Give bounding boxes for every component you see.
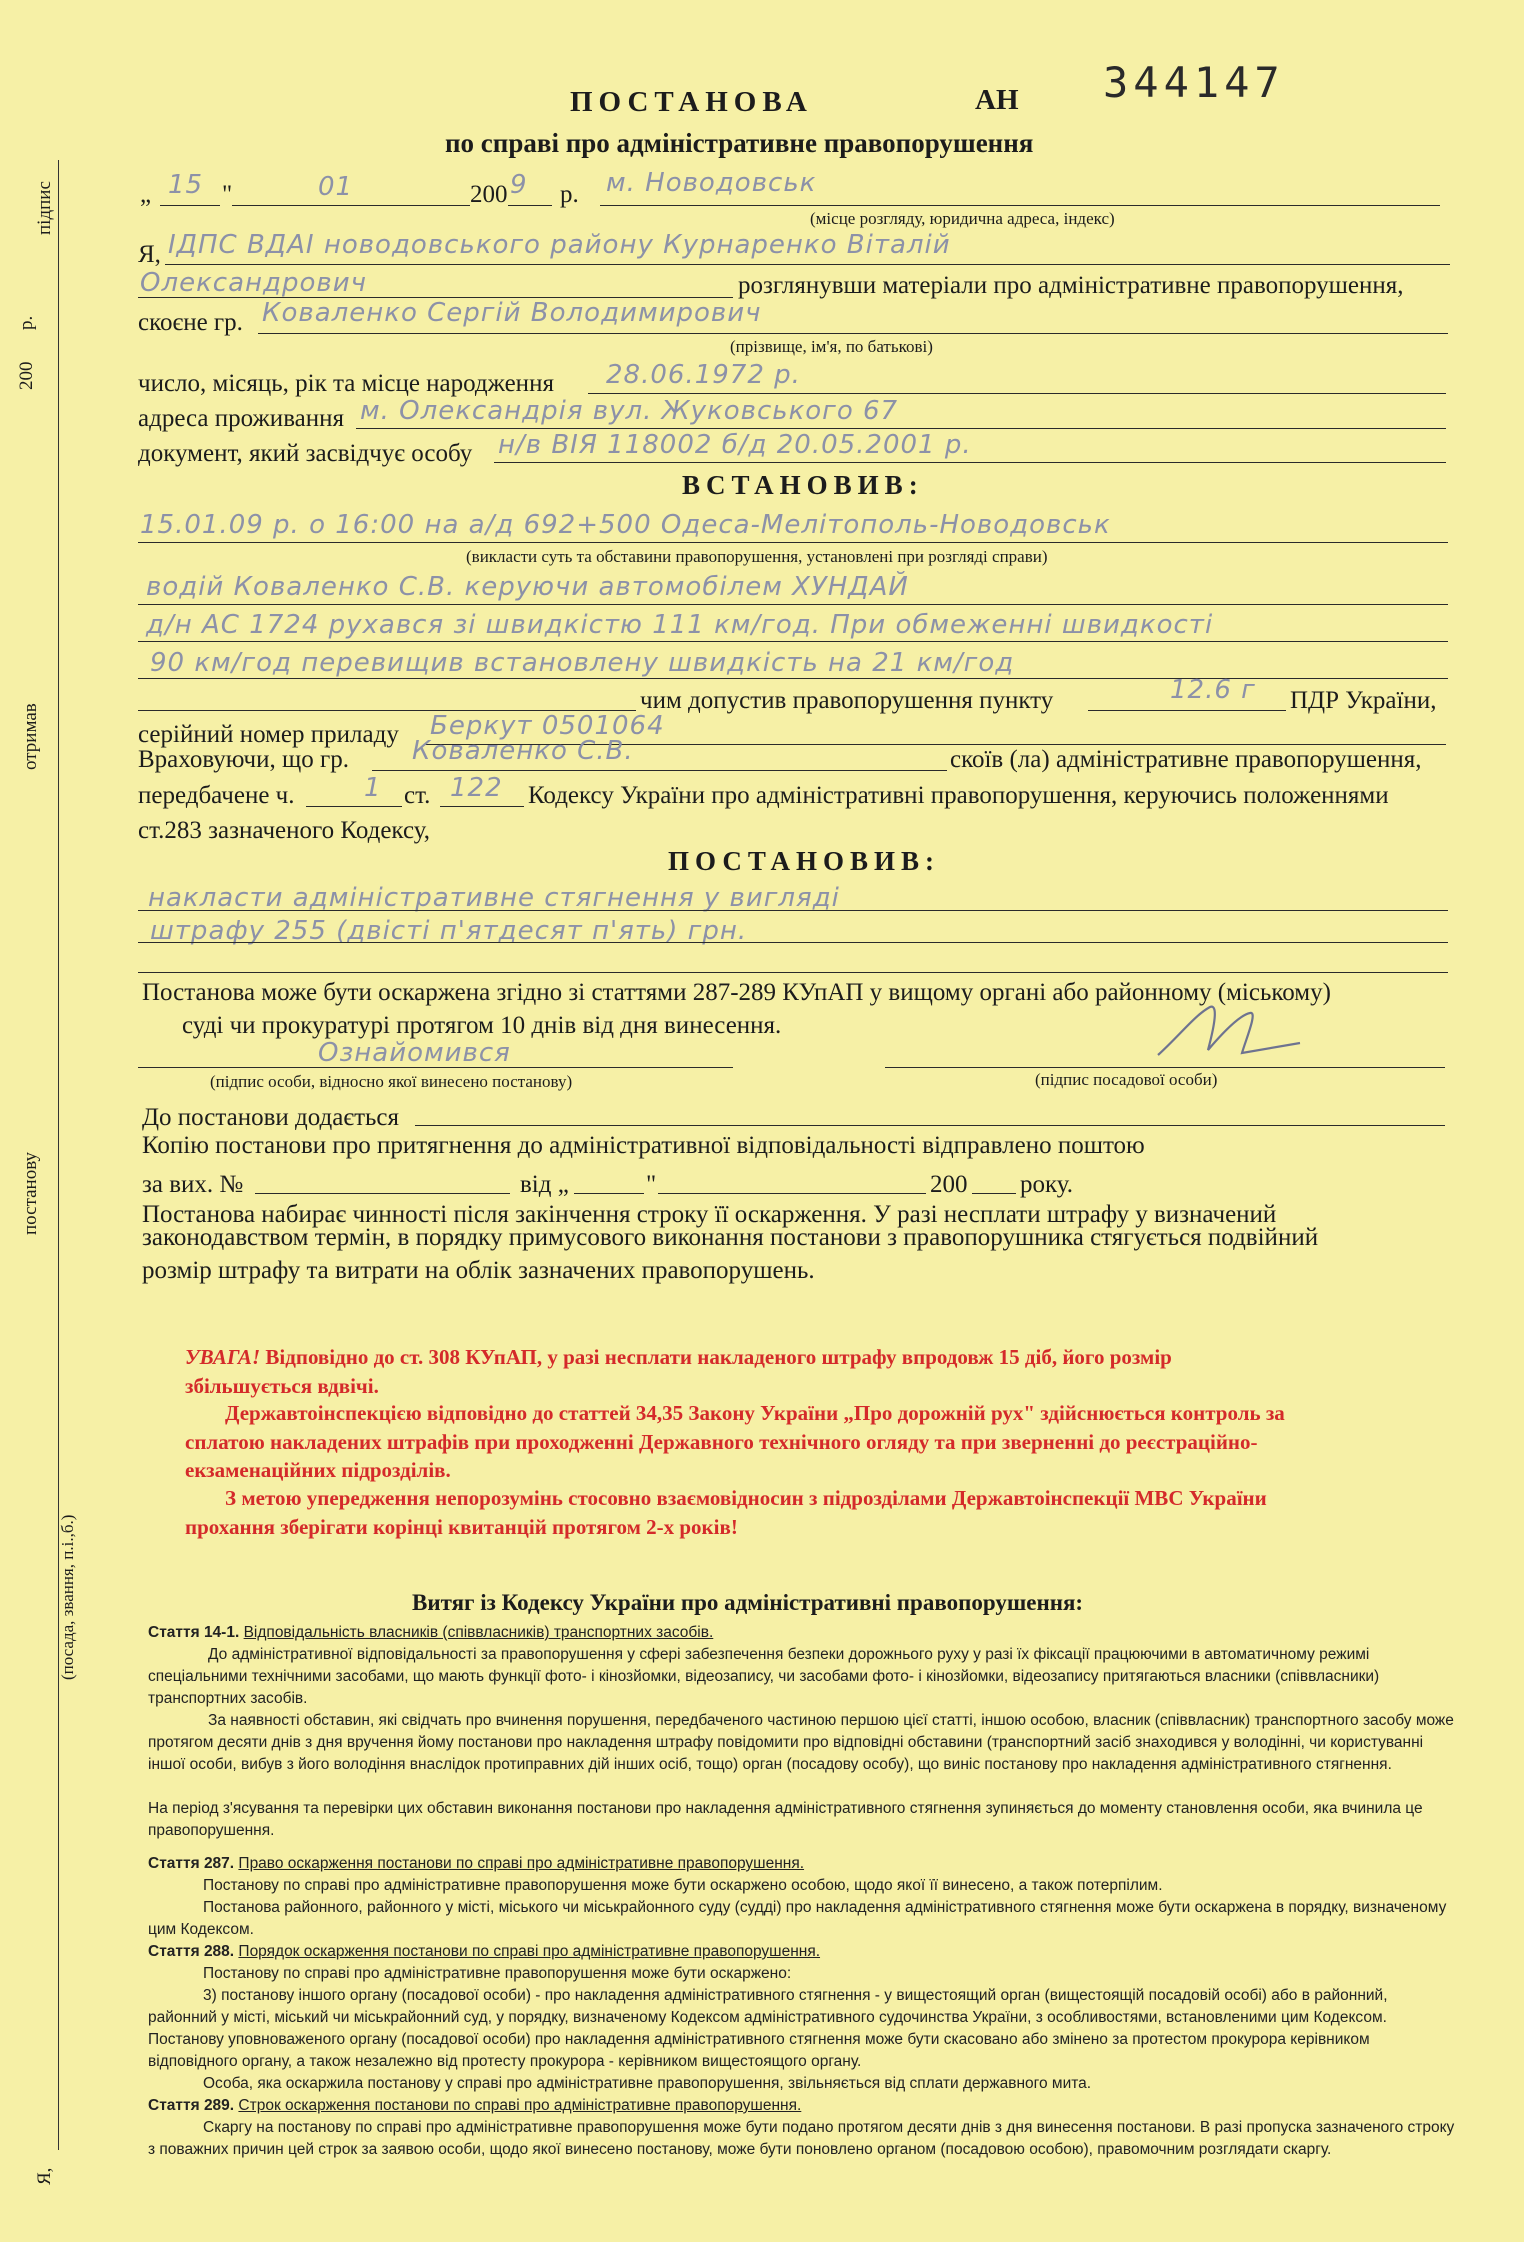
article-287-title: Право оскарження постанови по справі про адміністративне правопорушення. (238, 1855, 805, 1872)
place-value: м. Новодовськ (606, 168, 817, 198)
margin-decision: постанову (20, 1151, 41, 1235)
article-14-1-p2: За наявності обставин, які свідчать про вчинення порушення, передбаченого частиною першою цієї статті, іншою особою, власник (співвласник) транспортного засобу може протягом десяти днів з дня вручення йому постанови про накладення штрафу повідомити про відповідні обставини (транспортний засіб знаходився у володінні, чи користуванні іншої особи, вибув з його володіння внаслідок протиправних дій інших осіб, тощо) орган (посадову особу), що виніс постанову про накладення адміністративного стягнення. (148, 1712, 1454, 1773)
article-14-1-p1: До адміністративної відповідальності за правопорушення у сфері забезпечення безпеки дорожнього руху у разі їх фіксації працюючими в автоматичному режимі спеціальними технічними засобами, що мають функції фото- і кінозйомки, відеозапису, чи засобами фото- і кінозйомки, відеозапису притягаються власники (співвласники) транспортних засобів. (148, 1646, 1380, 1707)
from-label: від „ (520, 1171, 569, 1198)
offender-name: Коваленко Сергій Володимирович (262, 298, 762, 328)
year-label: 200 (930, 1171, 968, 1198)
outgoing-label: за вих. № (142, 1171, 244, 1198)
margin-year-word: р. (16, 315, 37, 330)
resolved-line1: накласти адміністративне стягнення у вигляді (148, 883, 840, 913)
article-288-head: Стаття 288. (148, 1943, 235, 1960)
article-287-p2: Постанова районного, районного у місті, міського чи міськрайонного суду (судді) про накладення адміністративного стягнення може бути оскаржена в порядку, визначеному цим Кодексом. (148, 1899, 1447, 1938)
officer-signature-caption: (підпис посадової особи) (1035, 1070, 1218, 1089)
article-289 (148, 2095, 1458, 2117)
address-value: м. Олександрія вул. Жуковського 67 (360, 396, 899, 426)
pdr-label: ПДР України, (1290, 687, 1437, 714)
code-text: Кодексу України про адміністративні правопорушення, керуючись положеннями (528, 782, 1389, 809)
article-289-title: Строк оскарження постанови по справі про адміністративне правопорушення. (238, 2097, 802, 2114)
article-288-p2: 3) постанову іншого органу (посадової особи) - про накладення адміністративного стягнення - у вищестоящий орган (вищестоящій посадовій особі) або в районний, районний у місті, міський чи міськрайонний суд, у порядку, визначеному Кодексом адміністративного судочинства України, з особливостями, встановленими цим Кодексом. Постанову уповноваженого органу (посадової особи) про накладення адміністративного стягнення може бути скасовано або змінено за протестом прокурора керівником відповідного органу, а також незалежно від протесту прокурора - керівником вищестоящого органу. (148, 1987, 1388, 2070)
document-label: документ, який засвідчує особу (138, 440, 473, 467)
article-288-p3: Особа, яка оскаржила постанову у справі про адміністративне правопорушення, звільняється від сплати державного мита. (203, 2075, 1092, 2092)
series-label: АН (975, 84, 1019, 116)
article-14-1-p3: На період з'ясування та перевірки цих обставин виконання постанови про накладення адміністративного стягнення зупиняється до моменту становлення особи, яка вчинила це правопорушення. (148, 1800, 1423, 1839)
serial-label: серійний номер приладу (138, 721, 399, 748)
margin-me: Я, (34, 2167, 55, 2185)
offender-name-caption: (прізвище, ім'я, по батькові) (730, 337, 933, 356)
appeal-text-1: Постанова може бути оскаржена згідно зі статтями 287-289 КУпАП у вищому органі або районному (міському) (142, 979, 1331, 1006)
warning-line3: З метою упередження непорозумінь стосовно взаємовідносин з підрозділами Державтоінспекції МВС України (225, 1486, 1267, 1510)
warning-lead: УВАГА! (185, 1345, 261, 1369)
established-line4: 90 км/год перевищив встановлену швидкість на 21 км/год (150, 648, 1015, 678)
margin-year: 200 (16, 361, 37, 390)
margin-received: отримав (20, 703, 41, 770)
warning-line1b: збільшується вдвічі. (185, 1374, 379, 1398)
committed-label: скоєне гр. (138, 309, 243, 336)
officer-signature-icon (1150, 995, 1310, 1075)
officer-name-line1: ІДПС ВДАІ новодовського району Курнаренко Віталій (168, 230, 951, 260)
established-caption: (викласти суть та обставини правопорушення, установлені при розгляді справи) (466, 547, 1048, 566)
resolved-heading: ПОСТАНОВИВ: (668, 846, 941, 876)
offender-signature-handwriting: Ознайомився (318, 1038, 511, 1068)
validity-line1: Постанова набирає чинності після закінчення строку її оскарження. У разі несплати штрафу у визначений (142, 1201, 1277, 1228)
article-288 (148, 1941, 1458, 1963)
appeal-text-2: суді чи прокуратурі протягом 10 днів від дня винесення. (182, 1012, 782, 1039)
document-title: ПОСТАНОВА (570, 86, 813, 118)
violation-point: 12.6 г (1170, 675, 1256, 705)
article-287-p1: Постанову по справі про адміністративне правопорушення може бути оскаржено особою, щодо якої її винесено, а також потерпілим. (203, 1877, 1163, 1894)
date-year-word: р. (560, 181, 579, 208)
article-value: 122 (450, 773, 503, 803)
birth-label: число, місяць, рік та місце народження (138, 370, 554, 397)
code-text-2: ст.283 зазначеного Кодексу, (138, 817, 430, 844)
article-288-title: Порядок оскарження постанови по справі про адміністративне правопорушення. (238, 1943, 821, 1960)
date-day: 15 (168, 170, 204, 200)
warning-line2b: сплатою накладених штрафів при проходженні Державного технічного огляду та при зверненні до реєстраційно- (185, 1430, 1258, 1454)
article-287-head: Стаття 287. (148, 1855, 235, 1872)
established-heading: ВСТАНОВИВ: (682, 470, 924, 500)
established-line3: д/н АС 1724 рухався зі швидкістю 111 км/год. При обмеженні швидкості (146, 610, 1214, 640)
date-year-prefix: 200 (470, 181, 508, 208)
considering-label-start: Враховуючи, що гр. (138, 746, 349, 773)
birth-value: 28.06.1972 р. (606, 360, 801, 390)
article-287 (148, 1853, 1458, 1875)
warning-line3b: прохання зберігати корінці квитанцій протягом 2-х років! (185, 1515, 738, 1539)
date-year-suffix: 9 (510, 170, 528, 200)
address-label: адреса проживання (138, 405, 345, 432)
copy-text: Копію постанови про притягнення до адміністративної відповідальності відправлено поштою (142, 1132, 1145, 1159)
article-289-p1: Скаргу на постанову по справі про адміністративне правопорушення може бути подано протягом десяти днів з дня винесення постанови. В разі пропуска зазначеного строку з поважних причин цей строк за заявою особи, щодо якої винесено постанову, може бути поновлено органом (посадовою особою), правомочним розглядати скаргу. (148, 2119, 1455, 2158)
attachments-label: До постанови додається (142, 1104, 400, 1131)
margin-signature-label: підпис (34, 181, 55, 235)
document-subtitle: по справі про адміністративне правопорушення (445, 128, 1034, 158)
article-14-1-title: Відповідальність власників (співвласників) транспортних засобів. (243, 1624, 714, 1641)
serial-value: Беркут 0501064 (430, 711, 665, 741)
considering-label-end: скоїв (ла) адміністративне правопорушення, (950, 746, 1422, 773)
date-month: 01 (318, 172, 354, 202)
article-label: ст. (404, 782, 431, 809)
warning-line1 (185, 1343, 1445, 1372)
resolved-line2: штрафу 255 (двісті п'ятдесят п'ять) грн. (150, 916, 748, 946)
validity-line2: законодавством термін, в порядку примусового виконання постанови з правопорушника стягується подвійний (142, 1224, 1319, 1251)
article-289-head: Стаття 289. (148, 2097, 235, 2114)
article-14-1 (148, 1622, 1458, 1644)
officer-prefix: Я, (138, 241, 161, 268)
excerpt-title: Витяг із Кодексу України про адміністративні правопорушення: (412, 1590, 1084, 1615)
place-caption: (місце розгляду, юридична адреса, індекс) (810, 209, 1115, 228)
violation-label: чим допустив правопорушення пункту (640, 687, 1054, 714)
considering-name: Коваленко С.В. (412, 736, 634, 766)
established-line1: 15.01.09 р. о 16:00 на а/д 692+500 Одеса-Мелітополь-Новодовськ (140, 510, 1111, 540)
quote-close: " (646, 1171, 657, 1198)
validity-line3: розмір штрафу та витрати на облік зазначених правопорушень. (142, 1257, 815, 1284)
document-value: н/в ВІЯ 118002 б/д 20.05.2001 р. (498, 430, 972, 460)
warning-line2c: екзаменаційних підрозділів. (185, 1458, 451, 1482)
year-word: року. (1020, 1171, 1074, 1198)
considered-text: розглянувши матеріали про адміністративне правопорушення, (738, 272, 1404, 299)
officer-name-line2: Олександрович (140, 268, 367, 298)
offender-signature-caption: (підпис особи, відносно якої винесено постанову) (210, 1072, 573, 1091)
margin-position-caption: (посада, звання, п.і.,б.) (58, 1514, 77, 1680)
part-label: передбачене ч. (138, 782, 295, 809)
part-value: 1 (364, 773, 382, 803)
warning-line2: Державтоінспекцією відповідно до статтей 34,35 Закону України „Про дорожній рух" здійснюється контроль за (225, 1401, 1285, 1425)
warning-text1: Відповідно до ст. 308 КУпАП, у разі несплати накладеного штрафу впродовж 15 діб, його розмір (260, 1345, 1172, 1369)
article-288-p1: Постанову по справі про адміністративне правопорушення може бути оскаржено: (203, 1965, 792, 1982)
margin-line (58, 160, 59, 2150)
established-line2: водій Коваленко С.В. керуючи автомобілем ХУНДАЙ (146, 572, 909, 602)
article-14-1-head: Стаття 14-1. (148, 1624, 240, 1641)
document-number: 344147 (1103, 58, 1285, 107)
